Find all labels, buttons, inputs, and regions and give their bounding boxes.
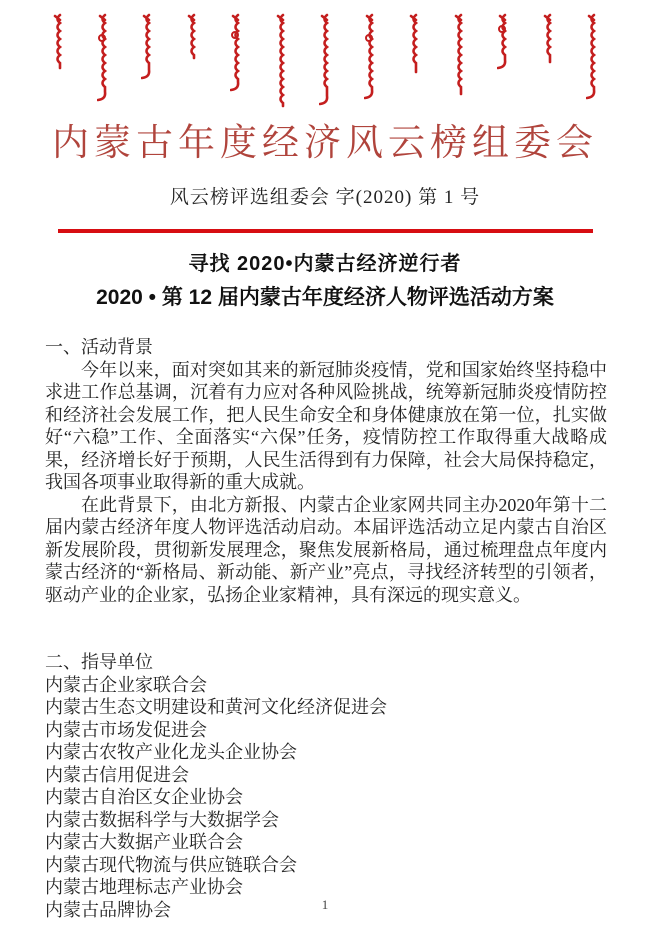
document-title-line1: 寻找 2020•内蒙古经济逆行者 (188, 253, 462, 275)
mongolian-word (453, 12, 469, 108)
mongolian-word (319, 12, 335, 116)
mongolian-word (186, 12, 202, 72)
mongolian-word (497, 12, 513, 80)
mongolian-word (97, 12, 113, 112)
guiding-unit-item: 内蒙古生态文明建设和黄河文化经济促进会 (45, 697, 387, 717)
mongolian-word (408, 12, 424, 86)
mongolian-word (275, 12, 291, 120)
background-paragraphs (45, 359, 607, 607)
guiding-unit-item: 内蒙古自治区女企业协会 (45, 787, 243, 807)
section-heading-background: 一、活动背景 (45, 337, 153, 357)
guiding-unit-item: 内蒙古数据科学与大数据学会 (45, 809, 279, 830)
mongolian-word (230, 12, 246, 102)
red-divider-rule (58, 229, 593, 233)
guiding-unit-item: 内蒙古企业家联合会 (45, 674, 207, 695)
document-body (45, 336, 607, 921)
page-number: 1 (321, 897, 329, 912)
section-gap (45, 606, 607, 651)
mongolian-word (141, 12, 157, 90)
guiding-unit-item: 内蒙古农牧产业化龙头企业协会 (45, 742, 297, 762)
guiding-unit-item: 内蒙古品牌协会 (45, 899, 171, 920)
mongolian-word (586, 12, 602, 110)
guiding-unit-item: 内蒙古地理标志产业协会 (45, 877, 243, 897)
mongolian-word (364, 12, 380, 110)
guiding-unit-item: 内蒙古现代物流与供应链联合会 (45, 854, 297, 875)
guiding-unit-item: 内蒙古信用促进会 (45, 764, 189, 785)
document-title-line2: 2020 • 第 12 届内蒙古年度经济人物评选活动方案 (96, 286, 554, 309)
guiding-unit-item: 内蒙古市场发促进会 (45, 719, 207, 740)
guiding-unit-item: 内蒙古大数据产业联合会 (45, 832, 243, 852)
paragraph: 今年以来，面对突如其来的新冠肺炎疫情，党和国家始终坚持稳中求进工作总基调，沉着有力应对各种风险挑战，统筹新冠肺炎疫情防控和经济社会发展工作，把人民生命安全和身体健康放在第一位，扎实做好“六稳”工作、全面落实“六保”任务，疫情防控工作取得重大战略成果，经济增长好于预期，人民生活得到有力保障，社会大局保持稳定，我国各项事业取得新的重大成就。 (45, 359, 607, 492)
mongolian-word (52, 12, 68, 82)
section-heading-guiding-units: 二、指导单位 (45, 652, 153, 672)
mongolian-word (542, 12, 558, 76)
document-number: 风云榜评选组委会 字(2020) 第 1 号 (169, 187, 481, 208)
paragraph: 在此背景下，由北方新报、内蒙古企业家网共同主办2020年第十二届内蒙古经济年度人物评选活动启动。本届评选活动立足内蒙古自治区新发展阶段，贯彻新发展理念，聚焦发展新格局，通过梳理盘点年度内蒙古经济的“新格局、新动能、新产业”亮点，寻找经济转型的引领者，驱动产业的企业家，弘扬企业家精神，具有深远的现实意义。 (45, 494, 607, 605)
guiding-units-list (45, 674, 607, 922)
mongolian-banner (52, 12, 602, 114)
organization-title: 内蒙古年度经济风云榜组委会 (52, 123, 598, 164)
